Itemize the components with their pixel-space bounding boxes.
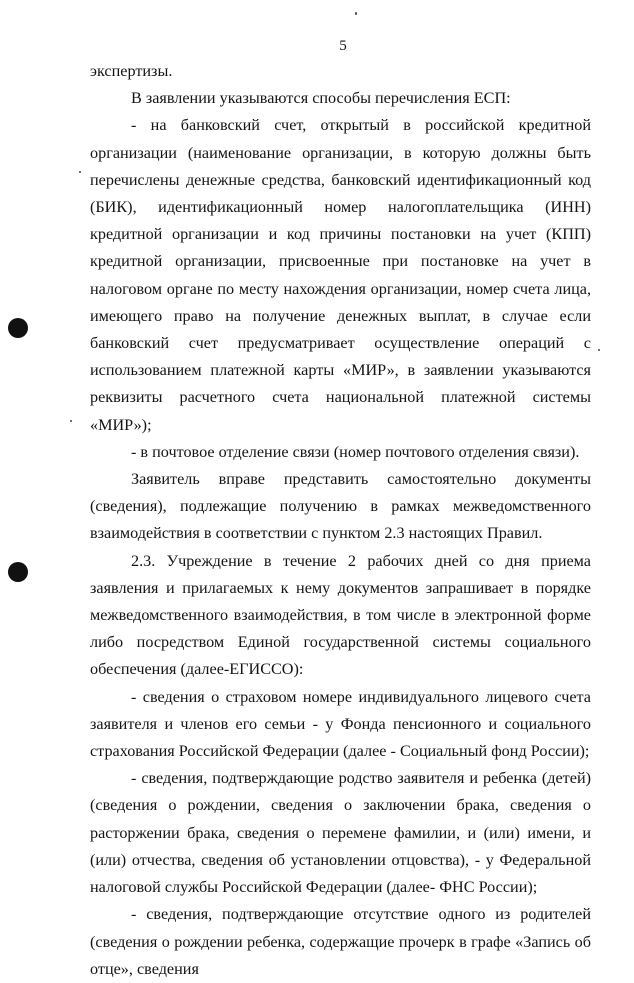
scan-speck [598, 349, 600, 351]
paragraph-snils-info: - сведения о страховом номере индивидуального лицевого счета заявителя и членов его семьи - у Фонда пенсионного и социального страхования Российской Федерации (далее - Социальный фонд России); [90, 687, 591, 761]
paragraph-payment-methods: В заявлении указываются способы перечисления ЕСП: [131, 89, 511, 108]
punch-hole-bottom [8, 562, 28, 582]
paragraph-section-2-3: 2.3. Учреждение в течение 2 рабочих дней со дня приема заявления и прилагаемых к нему документов запрашивает в порядке межведомственного взаимодействия, в том числе в электронной форме либо посредством Единой государственной системы социального обеспечения (далее-ЕГИССО): [90, 551, 591, 679]
paragraph-absent-parent-info: - сведения, подтверждающие отсутствие одного из родителей (сведения о рождении ребенка, содержащие прочерк в графе «Запись об отце», сведения [90, 905, 591, 978]
paragraph-post-office: - в почтовое отделение связи (номер почтового отделения связи). [131, 442, 580, 461]
punch-hole-top [8, 318, 28, 338]
paragraph-continuation: экспертизы. [90, 62, 173, 80]
paragraph-kinship-info: - сведения, подтверждающие родство заявителя и ребенка (детей) (сведения о рождении, сведения о заключении брака, сведения о расторжении брака, сведения о перемене фамилии, и (или) имени, и (или) отчества, сведения об установлении отцовства), - у Федеральной налоговой службы Российской Федерации (далее- ФНС России); [90, 769, 591, 897]
document-body [90, 58, 591, 983]
scan-speck [70, 420, 72, 422]
page-number: 5 [339, 38, 347, 54]
scan-speck [355, 12, 357, 15]
paragraph-applicant-right: Заявитель вправе представить самостоятельно документы (сведения), подлежащие получению в рамках межведомственного взаимодействия в соответствии с пунктом 2.3 настоящих Правил. [90, 470, 591, 543]
scan-speck [79, 171, 81, 173]
paragraph-bank-account: - на банковский счет, открытый в российской кредитной организации (наименование организации, в которую должны быть перечислены денежные средства, банковский идентификационный код (БИК), идентификационный номер налогоплательщика (ИНН) кредитной организации и код причины постановки на учет (КПП) кредитной организации, присвоенные при постановке на учет в налоговом органе по месту нахождения организации, номер счета лица, имеющего право на получение денежных выплат, в случае если банковский счет предусматривает осуществление операций с использованием платежной карты «МИР», в заявлении указываются реквизиты расчетного счета национальной платежной системы «МИР»); [90, 116, 591, 434]
